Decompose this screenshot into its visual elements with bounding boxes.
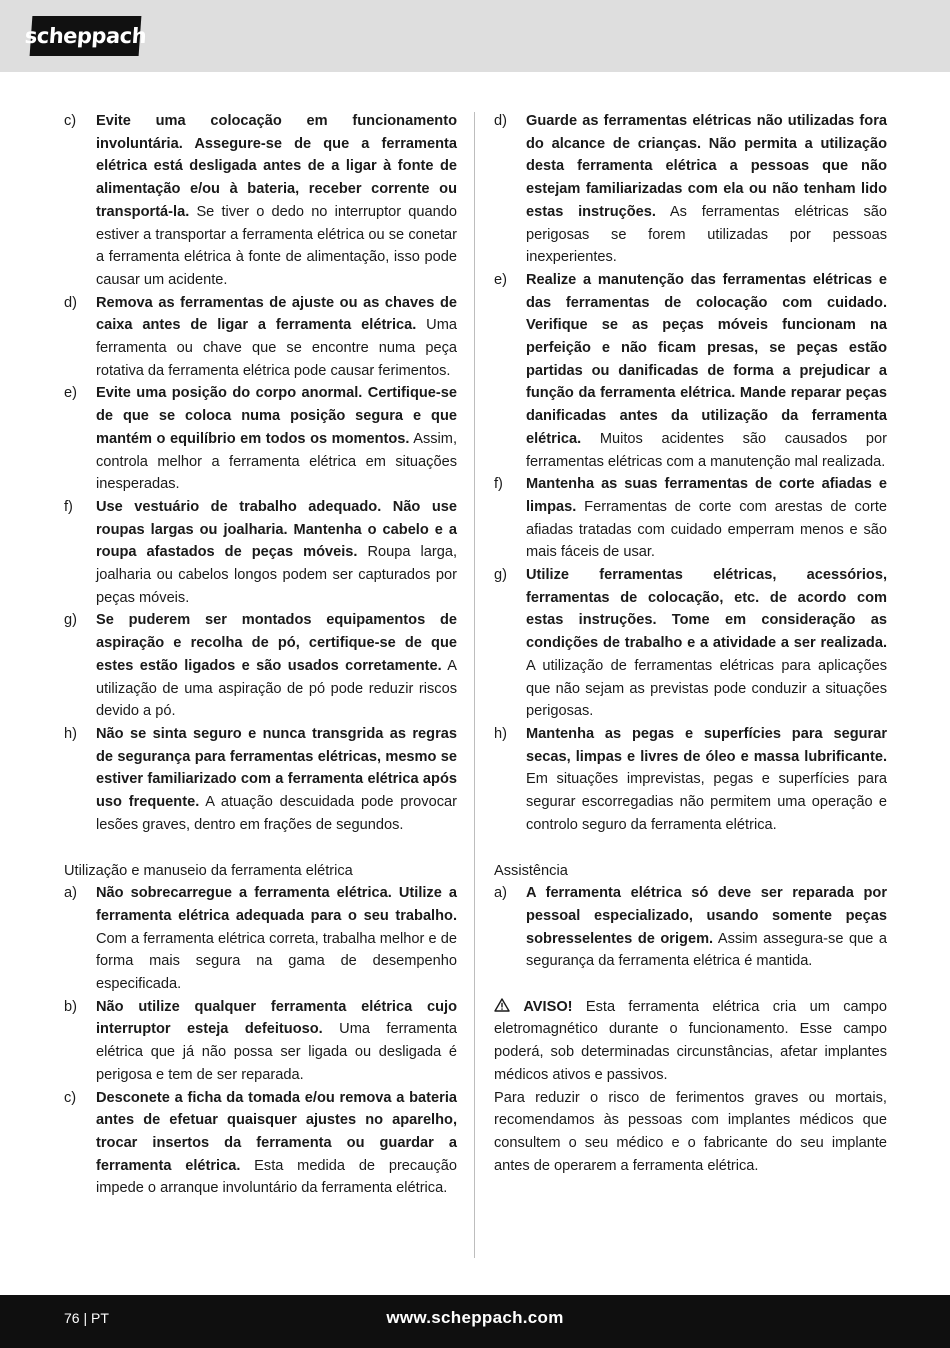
- item-label: d): [64, 294, 77, 311]
- item-label: a): [494, 885, 507, 902]
- list-item: [494, 110, 887, 269]
- item-label: f): [494, 476, 503, 493]
- list-item: [64, 292, 457, 383]
- item-body: [96, 110, 457, 292]
- item-bold-text: Desconete a ficha da tomada e/ou remova a bateria antes de efetuar quaisquer ajustes no aparelho, trocar insertos da ferramenta ou guardar a ferramenta elétrica.: [96, 1089, 457, 1174]
- item-bold-text: A ferramenta elétrica só deve ser reparada por pessoal especializado, usando somente peças sobresselentes de origem.: [526, 885, 887, 947]
- item-label: f): [64, 498, 73, 515]
- list-item: [64, 996, 457, 1087]
- item-body: [96, 723, 457, 837]
- warning-text: Esta ferramenta elétrica cria um campo eletromagnético durante o funcionamento. Esse campo poderá, sob determinadas circunstâncias, afetar implantes médicos ativos e passivos.: [494, 998, 887, 1083]
- list-item: [494, 269, 887, 473]
- item-body: [96, 1087, 457, 1201]
- item-text: A utilização de uma aspiração de pó pode reduzir riscos devido a pó.: [96, 657, 457, 720]
- item-body: [96, 609, 457, 723]
- spacer: [494, 973, 887, 996]
- item-bold-text: Se puderem ser montados equipamentos de aspiração e recolha de pó, certifique-se de que estes estão ligados e são usados corretamente.: [96, 612, 457, 674]
- item-text: Ferramentas de corte com arestas de corte afiadas tratadas com cuidado emperram menos e são mais fáceis de usar.: [526, 498, 887, 561]
- section-title: Utilização e manuseio da ferramenta elétrica: [64, 862, 353, 879]
- warning-followup: Para reduzir o risco de ferimentos graves ou mortais, recomendamos às pessoas com implantes médicos que consultem o seu médico e o fabricante do seu implante antes de operarem a ferramenta elétrica.: [494, 1089, 887, 1174]
- warning-triangle-icon: [494, 998, 510, 1012]
- item-label: d): [494, 113, 507, 129]
- page-number: 76 | PT: [64, 1310, 109, 1326]
- brand-logo: scheppach: [30, 16, 142, 56]
- item-label: h): [64, 725, 77, 742]
- item-bold-text: Guarde as ferramentas elétricas não utilizadas fora do alcance de crianças. Não permita a utilização desta ferramenta elétrica a pessoas que não estejam familiarizadas com ela ou não tenham lido estas instruções.: [526, 113, 887, 220]
- item-text: Com a ferramenta elétrica correta, trabalha melhor e de forma mais segura na gama de desempenho especificada.: [96, 930, 457, 993]
- item-label: b): [64, 998, 77, 1015]
- item-text: A atuação descuidada pode provocar lesões graves, dentro em frações de segundos.: [96, 794, 457, 833]
- item-label: h): [494, 725, 507, 742]
- item-text: Roupa larga, joalharia ou cabelos longos podem ser capturados por peças móveis.: [96, 544, 457, 606]
- item-body: [526, 564, 887, 723]
- item-label: e): [64, 385, 77, 402]
- item-body: [96, 496, 457, 610]
- list-item: [64, 1087, 457, 1201]
- item-body: [526, 723, 887, 837]
- item-bold-text: Use vestuário de trabalho adequado. Não use roupas largas ou joalharia. Mantenha o cabelo e a roupa afastados de peças móveis.: [96, 498, 457, 561]
- item-body: [96, 382, 457, 496]
- item-label: e): [494, 271, 507, 288]
- page-header: [0, 0, 950, 72]
- right-column: [494, 110, 887, 1177]
- item-text: Em situações imprevistas, pegas e superfícies para segurar escorregadias não permitem uma operação e controlo seguro da ferramenta elétrica.: [526, 771, 887, 833]
- item-bold-text: Utilize ferramentas elétricas, acessórios, ferramentas de colocação, etc. de acordo com estas instruções. Tome em consideração as condições de trabalho e a atividade a ser realizada.: [526, 567, 887, 652]
- list-item: [494, 473, 887, 564]
- item-bold-text: Evite uma posição do corpo anormal. Certifique-se de que se coloca numa posição segura e que mantém o equilíbrio em todos os momentos.: [96, 385, 457, 447]
- column-divider: [474, 112, 475, 1258]
- item-label: c): [64, 113, 77, 129]
- item-body: [96, 882, 457, 996]
- list-item: [64, 382, 457, 496]
- item-bold-text: Não se sinta seguro e nunca transgrida as regras de segurança para ferramentas elétricas, mesmo se estiver familiarizado com a ferramenta elétrica após uso frequente.: [96, 725, 457, 811]
- item-body: [526, 473, 887, 564]
- left-column: [64, 110, 457, 1200]
- item-text: Se tiver o dedo no interruptor quando estiver a transportar a ferramenta elétrica ou se conetar a ferramenta elétrica à fonte de alimentação, isso pode causar um acidente.: [96, 203, 457, 288]
- item-text: Muitos acidentes são causados por ferramentas elétricas com a manutenção mal realizada.: [526, 430, 887, 470]
- item-text: Assim, controla melhor a ferramenta elétrica em situações inesperadas.: [96, 430, 458, 493]
- item-bold-text: Mantenha as pegas e superfícies para segurar secas, limpas e livres de óleo e massa lubrificante.: [526, 725, 887, 765]
- item-body: [526, 110, 887, 269]
- right-items-top: [494, 110, 887, 837]
- item-label: a): [64, 885, 77, 902]
- right-items-bottom: [494, 882, 887, 973]
- item-label: g): [494, 567, 507, 584]
- left-items-top: [64, 110, 457, 837]
- list-item: [494, 723, 887, 837]
- item-bold-text: Não sobrecarregue a ferramenta elétrica. Utilize a ferramenta elétrica adequada para o seu trabalho.: [96, 885, 457, 924]
- warning-notice: [494, 996, 887, 1087]
- item-text: As ferramentas elétricas são perigosas se forem utilizadas por pessoas inexperientes.: [526, 203, 887, 266]
- item-body: [96, 996, 457, 1087]
- item-text: Uma ferramenta elétrica que já não possa ser ligada ou desligada é perigosa e tem de ser reparada.: [96, 1021, 457, 1083]
- website-link[interactable]: www.scheppach.com: [386, 1308, 564, 1327]
- warning-label: AVISO!: [523, 998, 573, 1015]
- item-bold-text: Evite uma colocação em funcionamento involuntária. Assegure-se de que a ferramenta elétrica está desligada antes de a ligar à fonte de alimentação e/ou à bateria, receber corrente ou transportá-la.: [96, 113, 457, 220]
- item-label: c): [64, 1089, 77, 1106]
- item-body: [96, 292, 457, 383]
- list-item: [64, 110, 457, 292]
- item-bold-text: Mantenha as suas ferramentas de corte afiadas e limpas.: [526, 476, 887, 515]
- list-item: [64, 723, 457, 837]
- item-text: Esta medida de precaução impede o arranque involuntário da ferramenta elétrica.: [96, 1157, 457, 1197]
- item-body: [526, 269, 887, 473]
- item-text: A utilização de ferramentas elétricas para aplicações que não sejam as previstas pode conduzir a situações perigosas.: [526, 657, 887, 720]
- list-item: [494, 564, 887, 723]
- item-bold-text: Não utilize qualquer ferramenta elétrica cujo interruptor esteja defeituoso.: [96, 998, 457, 1038]
- list-item: [64, 496, 457, 610]
- item-body: [526, 882, 887, 973]
- item-bold-text: Remova as ferramentas de ajuste ou as chaves de caixa antes de ligar a ferramenta elétrica.: [96, 294, 457, 334]
- section-title: Assistência: [494, 862, 568, 879]
- page-footer: [0, 1295, 950, 1348]
- list-item: [494, 882, 887, 973]
- list-item: [64, 609, 457, 723]
- list-item: [64, 882, 457, 996]
- item-bold-text: Realize a manutenção das ferramentas elétricas e das ferramentas de colocação com cuidado. Verifique se as peças móveis funcionam na perfeição e não ficam presas, se peças estão partidas ou danificadas de forma a prejudicar a função da ferramenta elétrica. Mande reparar peças danificadas antes da utilização da ferramenta elétrica.: [526, 271, 887, 447]
- item-label: g): [64, 612, 77, 629]
- item-text: Uma ferramenta ou chave que se encontre numa peça rotativa da ferramenta elétrica pode causar ferimentos.: [96, 317, 457, 379]
- item-text: Assim assegura-se que a segurança da ferramenta elétrica é mantida.: [526, 930, 887, 970]
- left-items-bottom: [64, 882, 457, 1200]
